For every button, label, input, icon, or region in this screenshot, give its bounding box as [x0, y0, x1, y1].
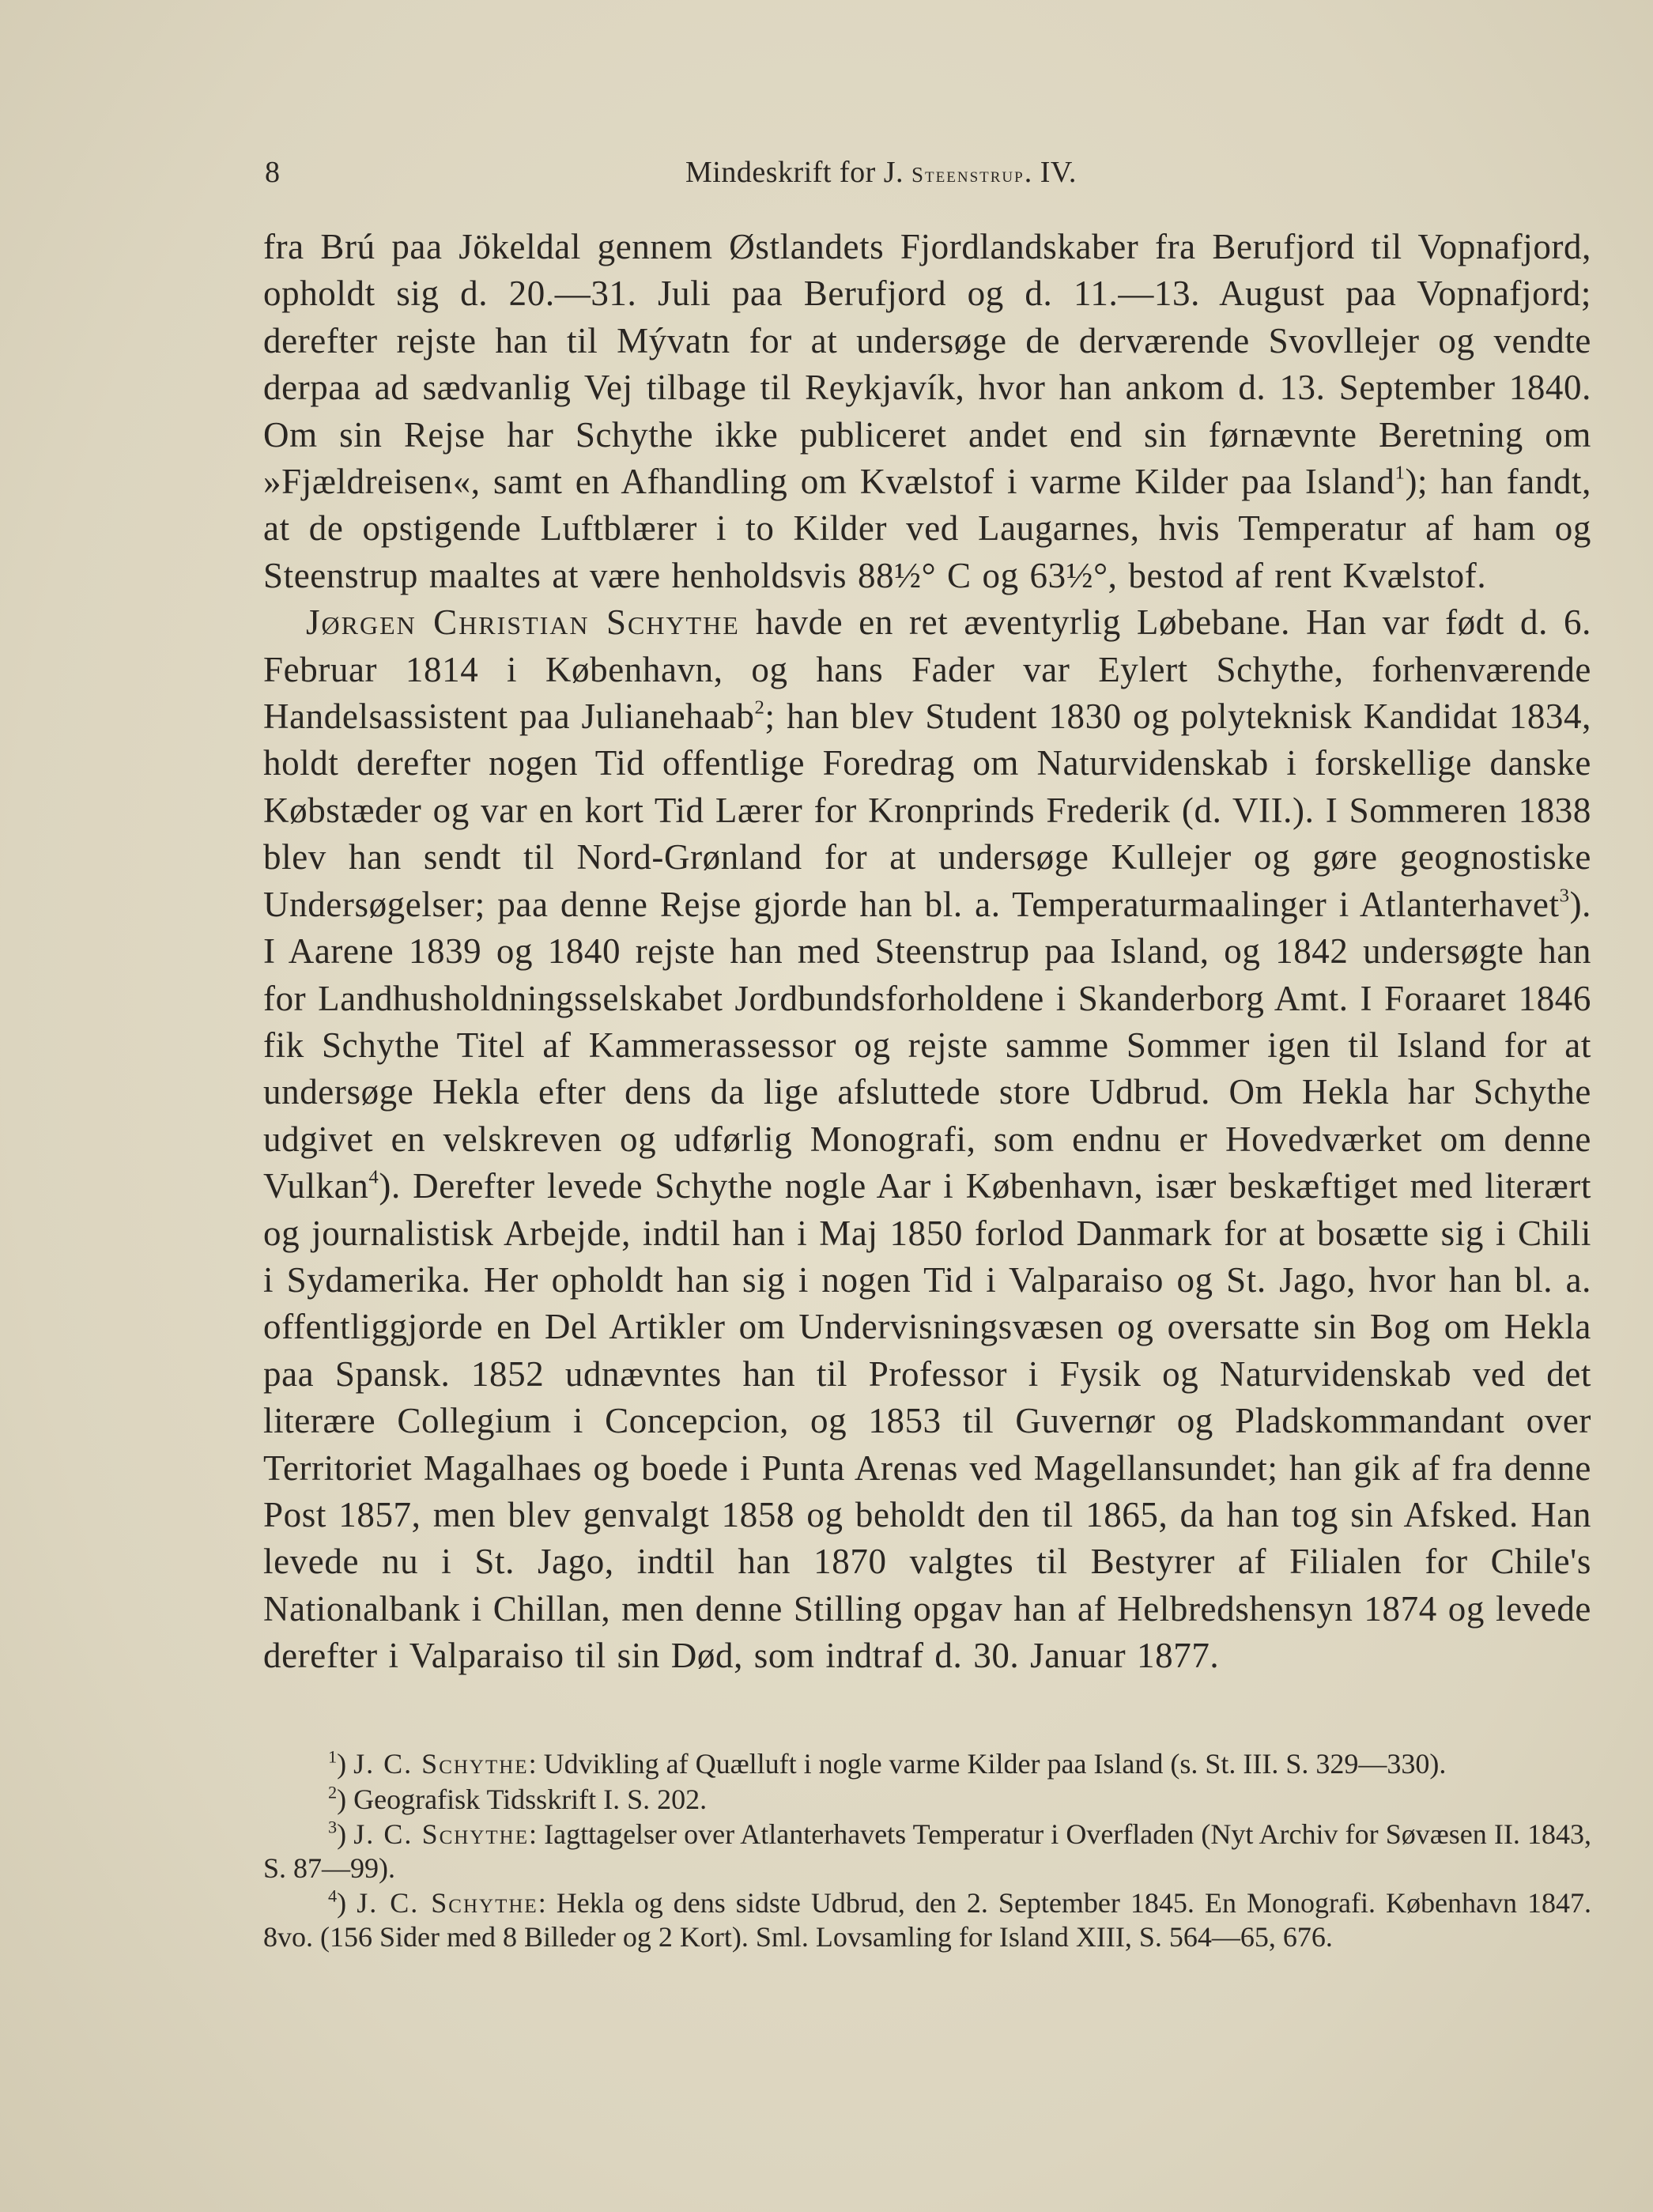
footnote-number: 2: [328, 1782, 338, 1802]
footnote-text: : Udvikling af Quælluft i nogle varme Kilder paa Island (s. St. III. S. 329—330).: [528, 1748, 1447, 1780]
body-text: [263, 224, 1591, 1680]
footnote-text: Geografisk Tidsskrift I. S. 202.: [353, 1783, 708, 1815]
footnote-number: 4: [328, 1885, 338, 1906]
footnote-number: 1: [328, 1746, 338, 1767]
paragraph: [263, 599, 1591, 1679]
footnote: $^4$) J. C. Schythe: Hekla og dens sidste Udbrud, den 2. September 1845. En Monografi. København 1847. 8vo. (156 Sider med 8 Billeder og 2 Kort). Sml. Lovsamling for Island XIII, S. 564—65, 676.: [263, 1885, 1591, 1953]
footnote: $^3$) J. C. Schythe: Iagttagelser over Atlanterhavets Temperatur i Overfladen (Nyt Archiv for Søvæsen II. 1843, S. 87—99).: [263, 1817, 1591, 1884]
footnote-text: : Iagttagelser over Atlanterhavets Temperatur i Overfladen (Nyt Archiv for Søvæsen II. 1843, S. 87—99).: [263, 1818, 1591, 1884]
running-title-name: Steenstrup: [911, 163, 1025, 187]
footnotes: [263, 1747, 1591, 1955]
paragraph-text: ); han fandt, at de opstigende Luftblærer i to Kilder ved Laugarnes, hvis Temperatur af ham og Steenstrup maaltes at være henholdsvis 88½° C og 63½°, bestod af rent Kvælstof.: [263, 462, 1591, 595]
running-title-suffix: . IV.: [1024, 156, 1077, 189]
running-title-prefix: Mindeskrift for J.: [685, 156, 912, 189]
footnote-author: J. C. Schythe: [353, 1748, 529, 1780]
footnote-text: : Hekla og dens sidste Udbrud, den 2. September 1845. En Monografi. København 1847. 8vo. (156 Sider med 8 Billeder og 2 Kort). Sml. Lovsamling for Island XIII, S. 564—65, 676.: [263, 1887, 1591, 1953]
paragraph-text: ; han blev Student 1830 og polyteknisk Kandidat 1834, holdt derefter nogen Tid offentlige Foredrag om Naturvidenskab i forskellige danske Købstæder og var en kort Tid Lærer for Kronprinds Frederik (d. VII.). I Sommeren 1838 blev han sendt til Nord-Grønland for at undersøge Kullejer og gøre geognostiske Undersøgelser; paa denne Rejse gjorde han bl. a. Temperaturmaalinger i Atlanterhavet: [263, 696, 1591, 924]
footnote-number: 3: [328, 1817, 338, 1837]
page-header: [265, 152, 1593, 193]
page-number: 8: [265, 156, 280, 189]
footnote: $^2$) Geografisk Tidsskrift I. S. 202.: [328, 1782, 708, 1815]
running-title: [685, 152, 1077, 195]
paragraph-text: ). I Aarene 1839 og 1840 rejste han med Steenstrup paa Island, og 1842 undersøgte han for Landhusholdningsselskabet Jordbundsforholdene i Skanderborg Amt. I Foraaret 1846 fik Schythe Titel af Kammerassessor og rejste samme Sommer igen til Island for at undersøge Hekla efter dens da lige afsluttede store Udbrud. Om Hekla har Schythe udgivet en velskreven og udførlig Monografi, som endnu er Hovedværket om denne Vulkan: [263, 884, 1591, 1206]
paragraph-text: havde en ret æventyrlig Løbebane. Han var født d. 6. Februar 1814 i København, og hans Fader var Eylert Schythe, forhenværende Handelsassistent paa Julianehaab: [263, 602, 1591, 737]
footnote-author: J. C. Schythe: [357, 1887, 538, 1919]
paragraph-text: fra Brú paa Jökeldal gennem Østlandets Fjordlandskaber fra Berufjord til Vopnafjord, opholdt sig d. 20.—31. Juli paa Berufjord og d. 11.—13. August paa Vopnafjord; derefter rejste han til Mývatn for at undersøge de derværende Svovllejer og vendte derpaa ad sædvanlig Vej tilbage til Reykjavík, hvor han ankom d. 13. September 1840. Om sin Rejse har Schythe ikke publiceret andet end sin førnævnte Beretning om »Fjældreisen«, samt en Afhandling om Kvælstof i varme Kilder paa Island: [263, 227, 1591, 502]
footnote-ref: 4: [368, 1166, 379, 1188]
footnote-author: J. C. Schythe: [353, 1818, 529, 1850]
person-name: Jørgen Christian Schythe: [306, 602, 740, 643]
footnote-ref: 1: [1394, 462, 1406, 484]
footnote-ref: 2: [754, 696, 765, 719]
paragraph-text: ). Derefter levede Schythe nogle Aar i København, især beskæftiget med literært og journalistisk Arbejde, indtil han i Maj 1850 forlod Danmark for at bosætte sig i Chili i Sydamerika. Her opholdt han sig i nogen Tid i Valparaiso og St. Jago, hvor han bl. a. offentliggjorde en Del Artikler om Undervisningsvæsen og oversatte sin Bog om Hekla paa Spansk. 1852 udnævntes han til Professor i Fysik og Naturvidenskab ved det literære Collegium i Concepcion, og 1853 til Guvernør og Pladskommandant over Territoriet Magalhaes og boede i Punta Arenas ved Magellansundet; han gik af fra denne Post 1857, men blev genvalgt 1858 og beholdt den til 1865, da han tog sin Afsked. Han levede nu i St. Jago, indtil han 1870 valgtes til Bestyrer af Filialen for Chile's Nationalbank i Chillan, men denne Stilling opgav han af Helbredshensyn 1874 og levede derefter i Valparaiso til sin Død, som indtraf d. 30. Januar 1877.: [263, 1166, 1591, 1676]
paragraph: [263, 224, 1591, 599]
footnote-ref: 3: [1559, 885, 1570, 907]
footnote: $^1$) J. C. Schythe: Udvikling af Quælluft i nogle varme Kilder paa Island (s. St. III. S. 329—330).: [328, 1746, 1447, 1780]
